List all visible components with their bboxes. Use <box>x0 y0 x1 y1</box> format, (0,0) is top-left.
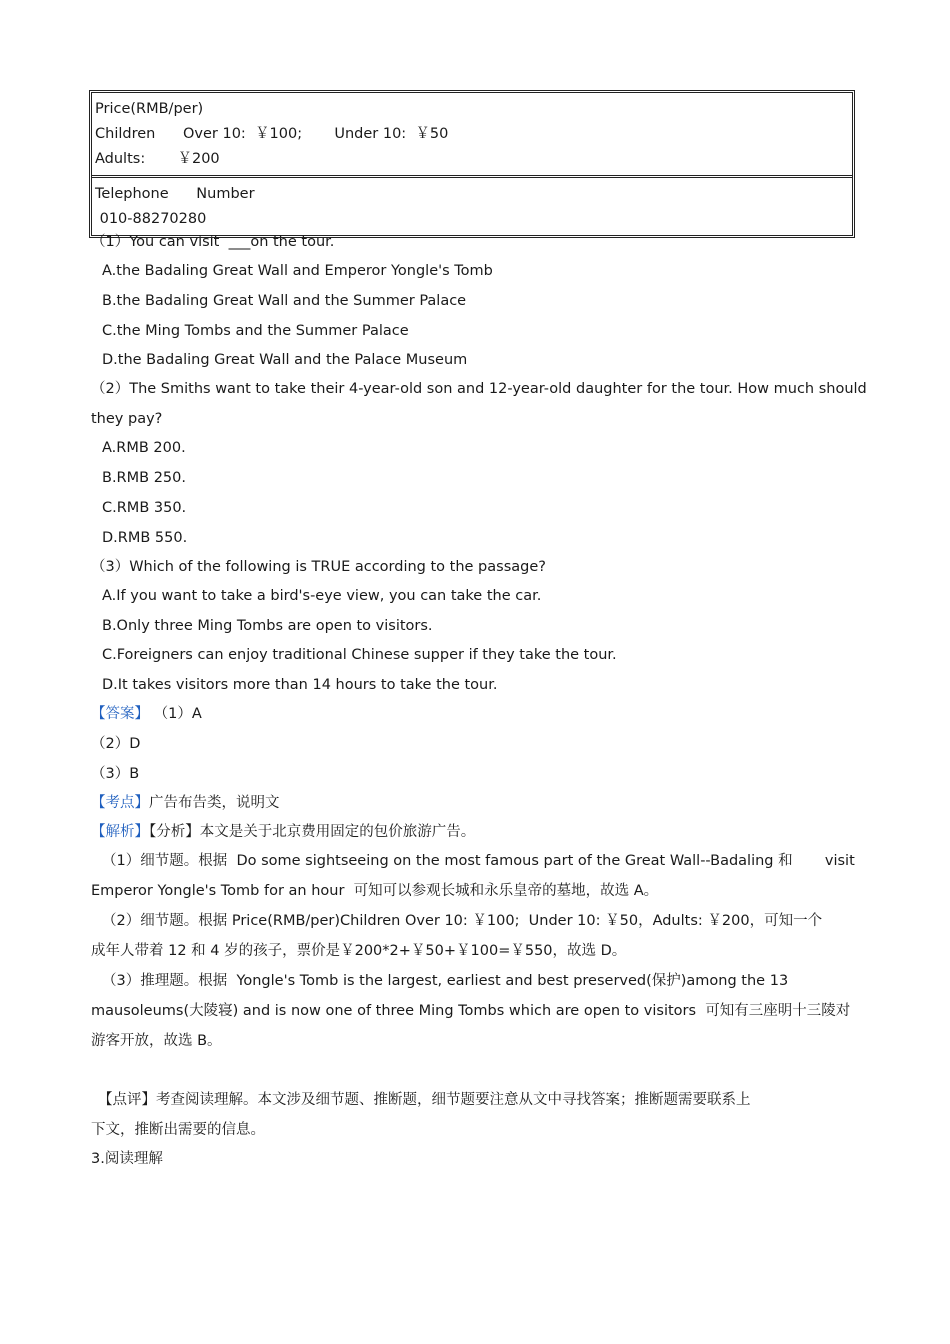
kaodian-line <box>91 793 280 813</box>
next-section-heading: 3.阅读理解 <box>91 1151 163 1167</box>
question-3-option-b: B.Only three Ming Tombs are open to visitors. <box>102 618 433 634</box>
comment-line2: 下文，推断出需要的信息。 <box>91 1122 265 1138</box>
kaodian-label: 【考点】 <box>91 795 149 811</box>
answer-line <box>91 704 202 724</box>
price-cell <box>92 93 852 178</box>
analysis-intro: 【分析】本文是关于北京费用固定的包价旅游广告。 <box>149 824 476 840</box>
price-info-table <box>89 90 855 238</box>
question-2-stem-cont: they pay? <box>91 411 163 427</box>
question-2-option-c: C.RMB 350. <box>102 500 187 516</box>
answer-3: （3）B <box>91 766 140 782</box>
question-3-option-d: D.It takes visitors more than 14 hours to take the tour. <box>102 677 498 693</box>
answer-1: （1）A <box>149 706 202 722</box>
adults-price: Adults: ￥200 <box>95 151 220 167</box>
telephone-heading: Telephone Number <box>95 186 255 202</box>
analysis-q3-line2: mausoleums(大陵寝) and is now one of three Ming Tombs which are open to visitors 可知有三座明十三陵对 <box>91 1003 851 1019</box>
question-1-option-a: A.the Badaling Great Wall and Emperor Yongle's Tomb <box>102 263 493 279</box>
analysis-q2-line1: （2）细节题。根据 Price(RMB/per)Children Over 10: ￥100; Under 10: ￥50，Adults: ￥200，可知一个 <box>102 913 823 929</box>
analysis-line <box>91 822 475 842</box>
question-3-option-a: A.If you want to take a bird's-eye view, you can take the car. <box>102 588 542 604</box>
question-1-option-c: C.the Ming Tombs and the Summer Palace <box>102 323 409 339</box>
analysis-q2-line2: 成年人带着 12 和 4 岁的孩子，票价是￥200*2+￥50+￥100=￥550，故选 D。 <box>91 943 627 959</box>
question-1-option-b: B.the Badaling Great Wall and the Summer Palace <box>102 293 467 309</box>
kaodian-text: 广告布告类，说明文 <box>149 795 280 811</box>
analysis-q3-line3: 游客开放，故选 B。 <box>91 1033 222 1049</box>
answer-label: 【答案】 <box>91 706 149 722</box>
question-3-stem: （3）Which of the following is TRUE according to the passage? <box>91 559 546 575</box>
children-price: Children Over 10: ￥100; Under 10: ￥50 <box>95 126 449 142</box>
comment-line1: 【点评】考查阅读理解。本文涉及细节题、推断题，细节题要注意从文中寻找答案；推断题需要联系上 <box>98 1092 751 1108</box>
question-1-option-d: D.the Badaling Great Wall and the Palace Museum <box>102 352 468 368</box>
analysis-q1-line1: （1）细节题。根据 Do some sightseeing on the most famous part of the Great Wall--Badaling 和 visit <box>102 853 855 869</box>
question-1-stem: （1）You can visit ___on the tour. <box>91 234 335 250</box>
price-heading: Price(RMB/per) <box>95 101 204 117</box>
question-2-stem: （2）The Smiths want to take their 4-year-old son and 12-year-old daughter for the tour. How much should <box>91 381 867 397</box>
question-2-option-a: A.RMB 200. <box>102 440 186 456</box>
question-2-option-b: B.RMB 250. <box>102 470 186 486</box>
telephone-cell <box>92 178 852 235</box>
question-3-option-c: C.Foreigners can enjoy traditional Chinese supper if they take the tour. <box>102 647 617 663</box>
analysis-label: 【解析】 <box>91 824 149 840</box>
telephone-number: 010-88270280 <box>95 211 207 227</box>
analysis-q1-line2: Emperor Yongle's Tomb for an hour 可知可以参观长城和永乐皇帝的墓地，故选 A。 <box>91 883 659 899</box>
question-2-option-d: D.RMB 550. <box>102 530 188 546</box>
analysis-q3-line1: （3）推理题。根据 Yongle's Tomb is the largest, earliest and best preserved(保护)among the 13 <box>102 973 789 989</box>
answer-2: （2）D <box>91 736 141 752</box>
